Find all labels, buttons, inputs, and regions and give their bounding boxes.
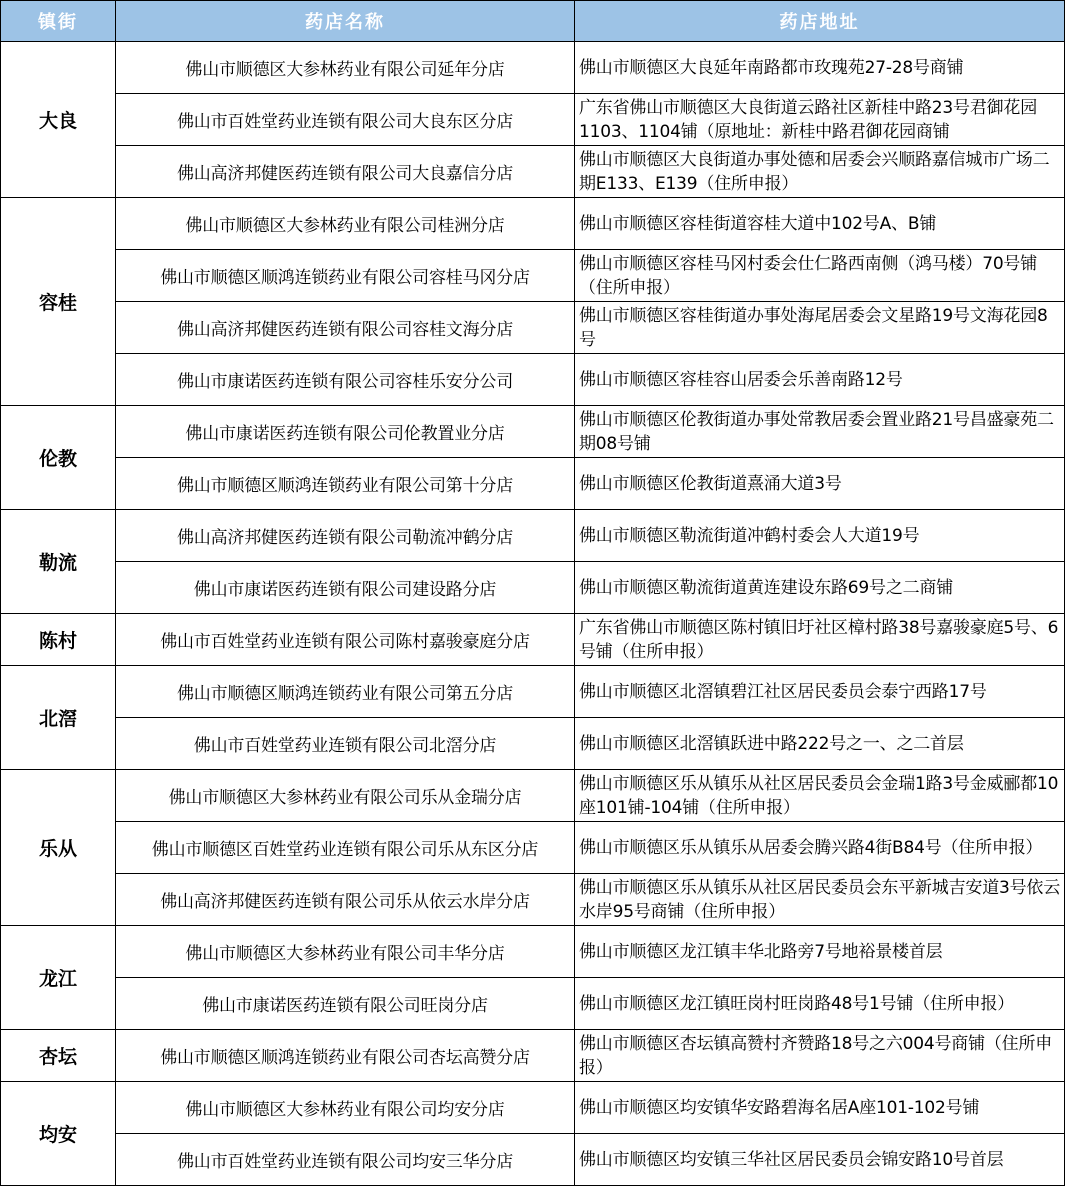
- store-address: 广东省佛山市顺德区大良街道云路社区新桂中路23号君御花园1103、1104铺（原地址：新桂中路君御花园商铺: [575, 94, 1065, 146]
- store-name: 佛山市百姓堂药业连锁有限公司陈村嘉骏豪庭分店: [116, 614, 575, 666]
- store-address: 佛山市顺德区龙江镇旺岗村旺岗路48号1号铺（住所申报）: [575, 978, 1065, 1030]
- header-row: [1, 1, 1065, 42]
- table-row: [1, 1082, 1065, 1134]
- store-name: 佛山市顺德区大参林药业有限公司桂洲分店: [116, 198, 575, 250]
- store-name: 佛山市顺德区百姓堂药业连锁有限公司乐从东区分店: [116, 822, 575, 874]
- table-row: [1, 458, 1065, 510]
- header-name: 药店名称: [116, 1, 575, 42]
- town-cell: 龙江: [1, 926, 116, 1030]
- table-row: [1, 406, 1065, 458]
- table-row: [1, 562, 1065, 614]
- town-cell: 均安: [1, 1082, 116, 1186]
- store-address: 佛山市顺德区伦教街道熹涌大道3号: [575, 458, 1065, 510]
- town-cell: 伦教: [1, 406, 116, 510]
- table-row: [1, 822, 1065, 874]
- store-name: 佛山市康诺医药连锁有限公司旺岗分店: [116, 978, 575, 1030]
- store-address: 佛山市顺德区乐从镇乐从社区居民委员会东平新城吉安道3号依云水岸95号商铺（住所申报）: [575, 874, 1065, 926]
- table-row: [1, 614, 1065, 666]
- header-address: 药店地址: [575, 1, 1065, 42]
- table-row: [1, 874, 1065, 926]
- store-address: 佛山市顺德区北滘镇碧江社区居民委员会泰宁西路17号: [575, 666, 1065, 718]
- table-row: [1, 198, 1065, 250]
- town-cell: 陈村: [1, 614, 116, 666]
- table-row: [1, 666, 1065, 718]
- store-name: 佛山市百姓堂药业连锁有限公司大良东区分店: [116, 94, 575, 146]
- table-row: [1, 146, 1065, 198]
- store-address: 佛山市顺德区乐从镇乐从居委会腾兴路4街B84号（住所申报）: [575, 822, 1065, 874]
- table-row: [1, 718, 1065, 770]
- store-name: 佛山市顺德区大参林药业有限公司均安分店: [116, 1082, 575, 1134]
- town-cell: 大良: [1, 42, 116, 198]
- store-name: 佛山市康诺医药连锁有限公司容桂乐安分公司: [116, 354, 575, 406]
- town-cell: 乐从: [1, 770, 116, 926]
- store-name: 佛山高济邦健医药连锁有限公司大良嘉信分店: [116, 146, 575, 198]
- store-address: 佛山市顺德区大良延年南路都市玫瑰苑27-28号商铺: [575, 42, 1065, 94]
- store-address: 佛山市顺德区容桂马冈村委会仕仁路西南侧（鸿马楼）70号铺（住所申报）: [575, 250, 1065, 302]
- table-row: [1, 1134, 1065, 1186]
- store-address: 佛山市顺德区北滘镇跃进中路222号之一、之二首层: [575, 718, 1065, 770]
- table-row: [1, 94, 1065, 146]
- store-address: 佛山市顺德区乐从镇乐从社区居民委员会金瑞1路3号金威郦都10座101铺-104铺（住所申报）: [575, 770, 1065, 822]
- table-row: [1, 250, 1065, 302]
- town-cell: 容桂: [1, 198, 116, 406]
- store-address: 佛山市顺德区勒流街道黄连建设东路69号之二商铺: [575, 562, 1065, 614]
- table-row: [1, 1030, 1065, 1082]
- town-cell: 北滘: [1, 666, 116, 770]
- store-address: 佛山市顺德区容桂街道容桂大道中102号A、B铺: [575, 198, 1065, 250]
- store-address: 佛山市顺德区杏坛镇高赞村齐赞路18号之六004号商铺（住所申报）: [575, 1030, 1065, 1082]
- table-row: [1, 978, 1065, 1030]
- store-name: 佛山市顺德区顺鸿连锁药业有限公司第十分店: [116, 458, 575, 510]
- store-name: 佛山市顺德区大参林药业有限公司延年分店: [116, 42, 575, 94]
- store-address: 佛山市顺德区勒流街道冲鹤村委会人大道19号: [575, 510, 1065, 562]
- store-name: 佛山市顺德区大参林药业有限公司乐从金瑞分店: [116, 770, 575, 822]
- town-cell: 杏坛: [1, 1030, 116, 1082]
- table-row: [1, 926, 1065, 978]
- store-name: 佛山市顺德区顺鸿连锁药业有限公司第五分店: [116, 666, 575, 718]
- table-row: [1, 42, 1065, 94]
- store-name: 佛山高济邦健医药连锁有限公司乐从依云水岸分店: [116, 874, 575, 926]
- table-row: [1, 354, 1065, 406]
- store-address: 佛山市顺德区龙江镇丰华北路旁7号地裕景楼首层: [575, 926, 1065, 978]
- town-cell: 勒流: [1, 510, 116, 614]
- table-row: [1, 510, 1065, 562]
- store-address: 佛山市顺德区容桂容山居委会乐善南路12号: [575, 354, 1065, 406]
- header-town: 镇街: [1, 1, 116, 42]
- store-name: 佛山高济邦健医药连锁有限公司勒流冲鹤分店: [116, 510, 575, 562]
- store-address: 佛山市顺德区容桂街道办事处海尾居委会文星路19号文海花园8号: [575, 302, 1065, 354]
- store-name: 佛山市百姓堂药业连锁有限公司均安三华分店: [116, 1134, 575, 1186]
- store-name: 佛山市康诺医药连锁有限公司伦教置业分店: [116, 406, 575, 458]
- store-name: 佛山市康诺医药连锁有限公司建设路分店: [116, 562, 575, 614]
- store-name: 佛山市顺德区大参林药业有限公司丰华分店: [116, 926, 575, 978]
- store-address: 广东省佛山市顺德区陈村镇旧圩社区樟村路38号嘉骏豪庭5号、6号铺（住所申报）: [575, 614, 1065, 666]
- table-row: [1, 302, 1065, 354]
- store-name: 佛山高济邦健医药连锁有限公司容桂文海分店: [116, 302, 575, 354]
- store-address: 佛山市顺德区大良街道办事处德和居委会兴顺路嘉信城市广场二期E133、E139（住所申报）: [575, 146, 1065, 198]
- store-name: 佛山市百姓堂药业连锁有限公司北滘分店: [116, 718, 575, 770]
- store-address: 佛山市顺德区伦教街道办事处常教居委会置业路21号昌盛豪苑二期08号铺: [575, 406, 1065, 458]
- store-name: 佛山市顺德区顺鸿连锁药业有限公司容桂马冈分店: [116, 250, 575, 302]
- store-name: 佛山市顺德区顺鸿连锁药业有限公司杏坛高赞分店: [116, 1030, 575, 1082]
- store-address: 佛山市顺德区均安镇三华社区居民委员会锦安路10号首层: [575, 1134, 1065, 1186]
- table-row: [1, 770, 1065, 822]
- store-address: 佛山市顺德区均安镇华安路碧海名居A座101-102号铺: [575, 1082, 1065, 1134]
